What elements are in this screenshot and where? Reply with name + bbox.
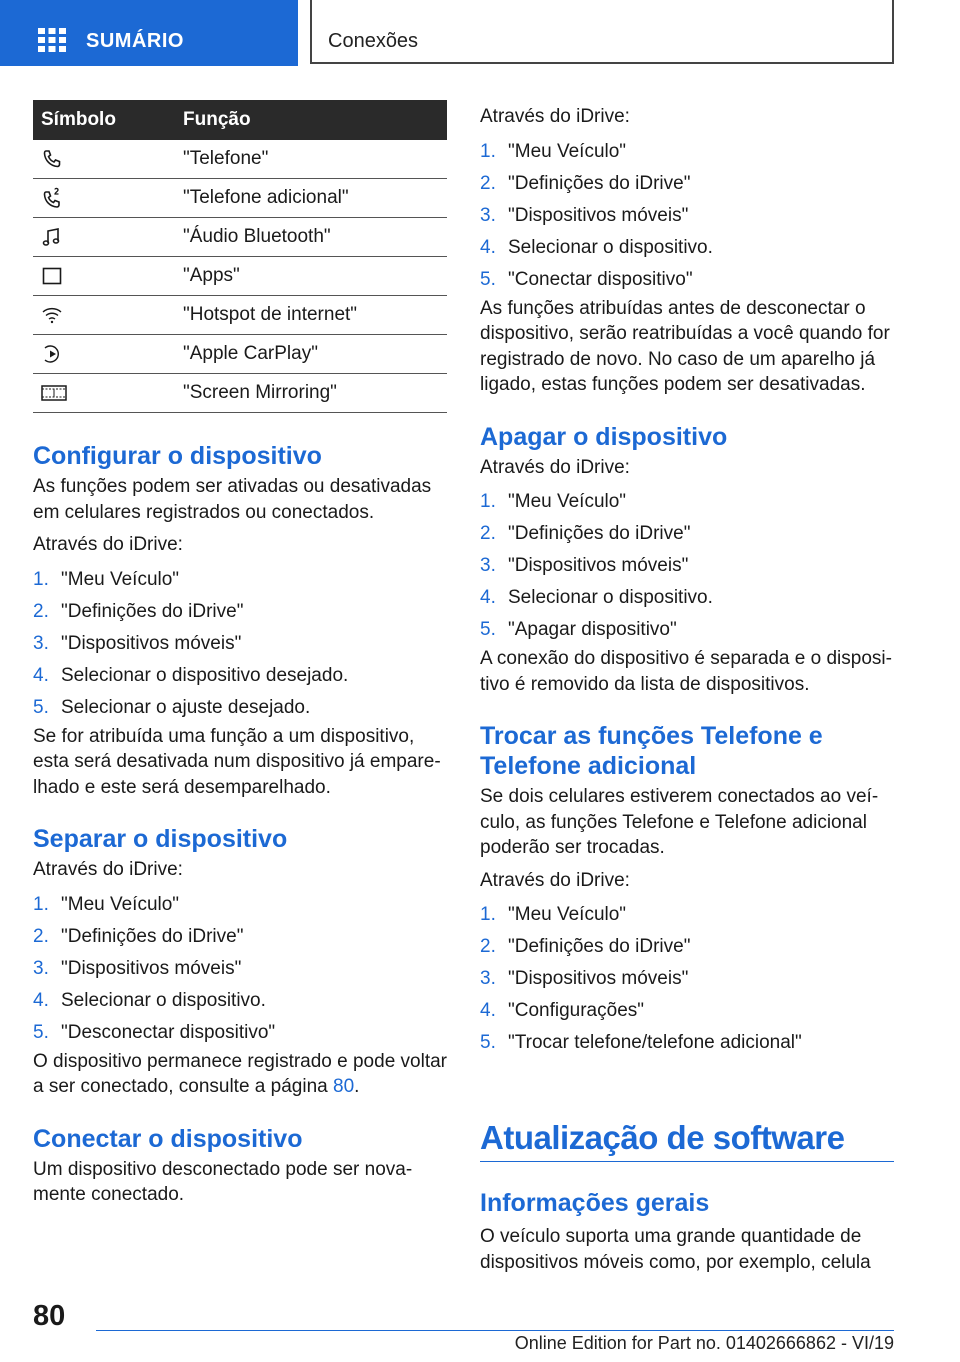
- list-item: 5. "Apagar dispositivo": [480, 619, 677, 640]
- right-column: [480, 104, 894, 1059]
- table-cell-symbol: [33, 257, 175, 296]
- page-reference-link[interactable]: 80: [333, 1076, 355, 1097]
- conectar-intro: Um dispositivo desconectado pode ser novamente conectado.: [33, 1158, 413, 1205]
- trocar-intro: Se dois celulares estiverem conectados ao veículo, as funções Telefone e Telefone adicional poderão ser trocadas.: [480, 786, 879, 858]
- trocar-via: Através do iDrive:: [480, 869, 630, 891]
- configurar-via: Através do iDrive:: [33, 534, 183, 555]
- wifi-hotspot-icon: [41, 304, 63, 326]
- table-header-row: [33, 100, 447, 140]
- table-cell-function: "Hotspot de internet": [175, 296, 447, 335]
- apagar-via: Através do iDrive:: [480, 456, 630, 478]
- top-navigation-bar: [0, 0, 960, 66]
- conectar-steps: [480, 136, 894, 296]
- heading-trocar-funcoes: Trocar as funções Telefone e Telefone adicional: [480, 722, 823, 780]
- list-item: 1. "Meu Veículo": [33, 568, 180, 590]
- configurar-steps: [33, 564, 447, 724]
- list-item: 4. Selecionar o dispositivo.: [480, 587, 713, 608]
- list-item: 4. "Configurações": [480, 1000, 645, 1021]
- table-row: [33, 179, 447, 218]
- screen-mirroring-icon: [41, 382, 67, 404]
- list-item: 1. "Meu Veículo": [33, 893, 180, 915]
- heading-conectar-dispositivo: Conectar o dispositivo: [33, 1124, 303, 1153]
- list-item: 2. "Definições do iDrive": [33, 925, 244, 947]
- chapter-title-atualizacao-software: Atualização de software: [480, 1119, 845, 1156]
- apagar-steps: [480, 486, 894, 646]
- list-item: 3. "Dispositivos móveis": [33, 632, 242, 654]
- table-row: [33, 335, 447, 374]
- list-item: 5. "Conectar dispositivo": [480, 268, 693, 290]
- list-item: 4. Selecionar o dispositivo.: [480, 236, 713, 258]
- summary-tab-label: SUMÁRIO: [86, 30, 184, 52]
- footer-divider: [96, 1330, 894, 1331]
- conectar-note: As funções atribuídas antes de desconectar o dispositivo, serão reatribuídas a você quando for registrado de novo. No caso de um aparelho já ligado, estas funções podem ser desativadas.: [480, 297, 890, 395]
- table-row: [33, 140, 447, 179]
- list-item: 2. "Definições do iDrive": [480, 936, 691, 957]
- configurar-note: Se for atribuída uma função a um dispositivo, esta será desativada num dispositivo já emparelhado e este será desemparelhado.: [33, 725, 441, 798]
- apagar-note: A conexão do dispositivo é separada e o dispositivo é removido da lista de dispositivos.: [480, 648, 892, 695]
- left-column: [33, 100, 447, 1208]
- table-header-symbol: Símbolo: [33, 100, 175, 140]
- table-row: [33, 374, 447, 413]
- carplay-icon: [41, 343, 63, 365]
- page-number: 80: [33, 1300, 66, 1332]
- list-item: 3. "Dispositivos móveis": [480, 968, 689, 989]
- list-item: 2. "Definições do iDrive": [480, 172, 691, 194]
- list-item: 3. "Dispositivos móveis": [480, 204, 689, 226]
- heading-informacoes-gerais: Informações gerais: [480, 1189, 710, 1217]
- table-cell-symbol: [33, 179, 175, 218]
- list-item: 5. "Trocar telefone/telefone adicional": [480, 1032, 802, 1053]
- music-note-icon: [41, 226, 63, 248]
- table-row: [33, 257, 447, 296]
- heading-configurar-dispositivo: Configurar o dispositivo: [33, 442, 322, 470]
- list-item: 4. Selecionar o dispositivo desejado.: [33, 664, 349, 686]
- separar-steps: [33, 889, 447, 1049]
- conectar-via: Através do iDrive:: [480, 106, 630, 127]
- separar-via: Através do iDrive:: [33, 859, 183, 880]
- table-cell-symbol: [33, 296, 175, 335]
- heading-apagar-dispositivo: Apagar o dispositivo: [480, 422, 728, 451]
- list-item: 1. "Meu Veículo": [480, 491, 627, 512]
- table-cell-function: "Telefone adicional": [175, 179, 447, 218]
- phone-icon: [41, 148, 63, 170]
- list-item: 5. Selecionar o ajuste desejado.: [33, 696, 311, 718]
- informacoes-gerais-intro: O veículo suporta uma grande quantidade de dispositivos móveis como, por exemplo, celula: [480, 1226, 871, 1273]
- summary-tab[interactable]: [0, 0, 298, 66]
- table-cell-function: "Apps": [175, 257, 447, 296]
- list-item: 1. "Meu Veículo": [480, 140, 627, 162]
- table-cell-symbol: [33, 374, 175, 413]
- table-cell-function: "Apple CarPlay": [175, 335, 447, 374]
- apps-square-icon: [41, 265, 63, 287]
- grid-menu-icon: [38, 28, 66, 52]
- list-item: 2. "Definições do iDrive": [33, 600, 244, 622]
- list-item: 3. "Dispositivos móveis": [33, 957, 242, 979]
- trocar-steps: [480, 899, 894, 1059]
- separar-note: O dispositivo permanece registrado e pode voltar a ser conectado, consulte a página 80.: [33, 1050, 448, 1097]
- footer-edition: Online Edition for Part no. 01402666862 - VI/19: [514, 1333, 894, 1353]
- heading-separar-dispositivo: Separar o dispositivo: [33, 825, 288, 853]
- table-cell-function: "Áudio Bluetooth": [175, 218, 447, 257]
- table-header-function: Função: [175, 100, 447, 140]
- table-cell-function: "Screen Mirroring": [175, 374, 447, 413]
- section-tab-label: Conexões: [328, 30, 419, 52]
- additional-phone-icon: [41, 187, 63, 209]
- table-cell-symbol: [33, 335, 175, 374]
- list-item: 1. "Meu Veículo": [480, 904, 627, 925]
- table-row: [33, 296, 447, 335]
- configurar-intro: As funções podem ser ativadas ou desativadas em celulares registrados ou conectados.: [33, 476, 432, 523]
- table-cell-symbol: [33, 218, 175, 257]
- list-item: 4. Selecionar o dispositivo.: [33, 989, 266, 1011]
- table-cell-function: "Telefone": [175, 140, 447, 179]
- list-item: 3. "Dispositivos móveis": [480, 555, 689, 576]
- chapter-divider: [480, 1161, 894, 1162]
- list-item: 2. "Definições do iDrive": [480, 523, 691, 544]
- list-item: 5. "Desconectar dispositivo": [33, 1021, 276, 1043]
- symbol-table: [33, 100, 447, 413]
- table-cell-symbol: [33, 140, 175, 179]
- section-tab[interactable]: [310, 0, 894, 64]
- table-row: [33, 218, 447, 257]
